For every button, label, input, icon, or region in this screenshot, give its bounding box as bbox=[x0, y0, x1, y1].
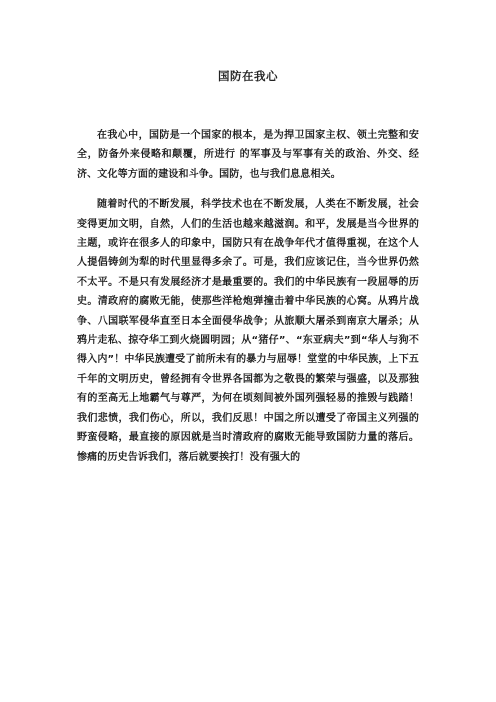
paragraph-1: 在我心中，国防是一个国家的根本，是为捍卫国家主权、领土完整和安全，防备外来侵略和颠覆，所进行 的军事及与军事有关的政治、外交、经济、文化等方面的建设和斗争。国防，也与我们息息相关。 bbox=[77, 130, 419, 180]
paragraph-2: 随着时代的不断发展，科学技术也在不断发展，人类在不断发展，社会变得更加文明，自然，人们的生活也越来越滋润。和平，发展是当今世界的主题，或许在很多人的印象中，国防只有在战争年代才值得重视，在这个人人提倡铸剑为犁的时代里显得多余了。可是，我们应该记住，当今世界仍然不太平。不是只有发展经济才是最重要的。我们的中华民族有一段屈辱的历史。清政府的腐败无能，使那些洋枪炮弹撞击着中华民族的心窝。从鸦片战争、八国联军侵华直至日本全面侵华战争；从旅顺大屠杀到南京大屠杀；从鸦片走私、掠夺华工到火烧圆明园；从“猪仔”、“东亚病夫”到“华人与狗不得入内”！中华民族遭受了前所未有的暴力与屈辱！堂堂的中华民族，上下五千年的文明历史，曾经拥有令世界各国都为之敬畏的繁荣与强盛，以及那独有的至高无上地霸气与尊严，为何在顷刻间被外国列强轻易的推毁与践踏！我们悲愤，我们伤心，所以，我们反思！中国之所以遭受了帝国主义列强的野蛮侵略，最直接的原因就是当时清政府的腐败无能导致国防力量的落后。惨痛的历史告诉我们，落后就要挨打！没有强大的 bbox=[77, 199, 419, 463]
document-title: 国防在我心 bbox=[218, 69, 278, 83]
document-body bbox=[77, 126, 419, 467]
